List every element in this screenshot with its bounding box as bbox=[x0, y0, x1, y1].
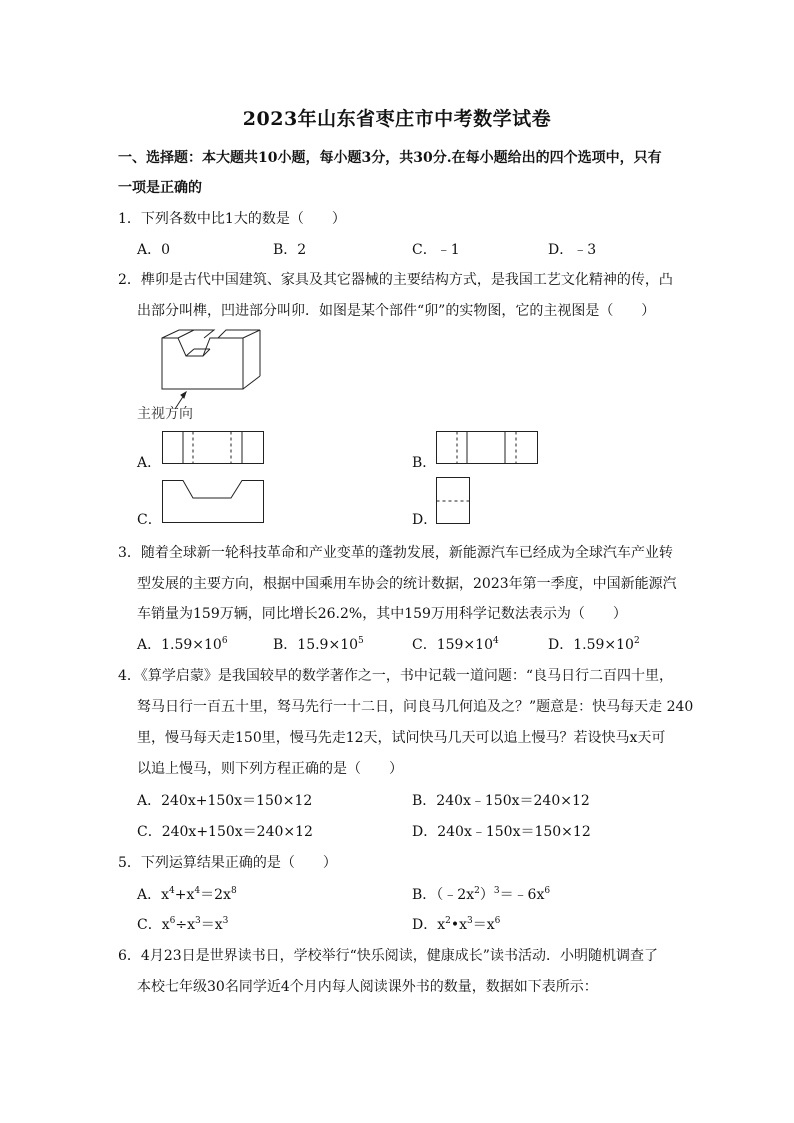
q5-c-e2: 3 bbox=[194, 916, 201, 926]
q5-c-e3: 3 bbox=[222, 916, 229, 926]
q5-a-e1: 4 bbox=[169, 886, 175, 896]
q3-a-base: A．1.59×10 bbox=[137, 637, 222, 653]
q3-a-exp: 6 bbox=[221, 636, 228, 646]
q3-stem: 3．随着全球新一轮科技革命和产业变革的蓬勃发展，新能源汽车已经成为全球汽车产业转 bbox=[118, 545, 673, 561]
q4-option-c[interactable]: C．240x+150x＝240×12 bbox=[137, 824, 313, 840]
q3-c-base: C．159×10 bbox=[412, 637, 493, 653]
q1-option-b[interactable]: B．2 bbox=[273, 242, 307, 258]
q5-option-a[interactable] bbox=[137, 884, 237, 904]
q2-option-b-label[interactable]: B． bbox=[412, 455, 437, 471]
q3-option-b[interactable] bbox=[273, 634, 364, 654]
q4-option-b[interactable]: B．240x﹣150x＝240×12 bbox=[412, 793, 590, 809]
page-title: 2023年山东省枣庄市中考数学试卷 bbox=[242, 108, 552, 130]
q5-option-d[interactable] bbox=[412, 914, 500, 934]
q5-d-e2: 3 bbox=[467, 916, 473, 926]
q2-option-d-figure[interactable] bbox=[436, 477, 472, 527]
q5-c-t3: ＝x bbox=[200, 917, 223, 933]
q5-a-t2: +x bbox=[174, 887, 195, 903]
q5-b-e1: 2 bbox=[474, 886, 480, 896]
q6-stem: 6．4月23日是世界读书日，学校举行“快乐阅读，健康成长”读书活动．小明随机调查了 bbox=[118, 948, 658, 964]
q4-stem: 4．《算学启蒙》是我国较早的数学著作之一，书中记载一道问题：“良马日行二百四十里， bbox=[118, 668, 674, 684]
q5-b-t2: ） bbox=[479, 887, 494, 903]
q2-option-b-figure[interactable] bbox=[436, 431, 540, 467]
q2-option-a-figure[interactable] bbox=[162, 431, 266, 467]
q3-stem-cont2: 车销量为159万辆，同比增长26.2%，其中159万用科学记数法表示为（ ） bbox=[137, 606, 627, 622]
q5-a-e3: 8 bbox=[230, 886, 237, 896]
q3-d-base: D．1.59×10 bbox=[548, 637, 634, 653]
q5-stem: 5．下列运算结果正确的是（ ） bbox=[118, 855, 337, 871]
q3-stem-cont1: 型发展的主要方向，根据中国乘用车协会的统计数据，2023年第一季度，中国新能源汽 bbox=[137, 576, 677, 592]
q6-stem-cont: 本校七年级30名同学近4个月内每人阅读课外书的数量，数据如下表所示： bbox=[137, 979, 598, 995]
q5-b-e3: 6 bbox=[544, 886, 551, 896]
q1-option-a[interactable]: A．0 bbox=[137, 242, 171, 258]
q4-stem-cont3: 以追上慢马，则下列方程正确的是（ ） bbox=[137, 761, 403, 777]
q3-d-exp: 2 bbox=[633, 636, 640, 646]
q5-a-t3: ＝2x bbox=[200, 887, 231, 903]
q5-a-e2: 4 bbox=[194, 886, 201, 896]
q2-stem-cont: 出部分叫榫，凹进部分叫卯．如图是某个部件“卯”的实物图，它的主视图是（ ） bbox=[137, 303, 656, 319]
q5-option-b[interactable] bbox=[412, 884, 550, 904]
q5-option-c[interactable] bbox=[137, 914, 228, 934]
section-heading: 一、选择题：本大题共10小题，每小题3分，共30分.在每小题给出的四个选项中，只有 bbox=[118, 150, 662, 166]
figure-notch-back-left bbox=[186, 349, 194, 356]
q1-option-c[interactable]: C．﹣1 bbox=[412, 242, 460, 258]
q3-b-exp: 5 bbox=[358, 636, 364, 646]
q5-c-e1: 6 bbox=[169, 916, 176, 926]
q5-b-t1: B．（﹣2x bbox=[412, 887, 475, 903]
q5-b-e2: 3 bbox=[493, 886, 500, 896]
q3-b-base: B．15.9×10 bbox=[273, 637, 359, 653]
q5-a-t1: A．x bbox=[137, 887, 170, 903]
figure-front-face bbox=[162, 338, 243, 389]
q5-d-t3: ＝x bbox=[472, 917, 495, 933]
q3-option-c[interactable] bbox=[412, 634, 499, 654]
q2-option-c-figure[interactable] bbox=[162, 480, 266, 526]
q3-c-exp: 4 bbox=[492, 636, 499, 646]
q4-stem-cont2: 里，慢马每天走150里，慢马先走12天，试问快马几天可以追上慢马？若设快马x天可 bbox=[137, 730, 666, 746]
q4-option-d[interactable]: D．240x﹣150x＝150×12 bbox=[412, 824, 591, 840]
figure-notch-top-edge bbox=[178, 330, 194, 338]
q4-option-a[interactable]: A．240x+150x＝150×12 bbox=[137, 793, 313, 809]
figure-edge-top-left bbox=[162, 330, 214, 338]
q5-d-e3: 6 bbox=[494, 916, 501, 926]
q5-d-e1: 2 bbox=[445, 916, 451, 926]
q2-stem: 2．榫卯是古代中国建筑、家具及其它器械的主要结构方式，是我国工艺文化精神的传，凸 bbox=[118, 272, 673, 288]
q5-c-t1: C．x bbox=[137, 917, 170, 933]
q1-stem: 1．下列各数中比1大的数是（ ） bbox=[118, 211, 346, 227]
q3-option-a[interactable] bbox=[137, 634, 228, 654]
q5-d-t1: D．x bbox=[412, 917, 446, 933]
q2-option-c-label[interactable]: C． bbox=[137, 512, 162, 528]
q2-option-a-label[interactable]: A． bbox=[137, 455, 162, 471]
figure-edge-top-right bbox=[218, 330, 260, 338]
q3-option-d[interactable] bbox=[548, 634, 640, 654]
q1-option-d[interactable]: D．﹣3 bbox=[548, 242, 597, 258]
q2-option-d-label[interactable]: D． bbox=[412, 512, 438, 528]
figure-edge-right-bottom bbox=[243, 376, 260, 389]
q5-b-t3: ＝﹣6x bbox=[499, 887, 545, 903]
q5-d-t2: •x bbox=[450, 917, 468, 933]
section-heading-cont: 一项是正确的 bbox=[118, 180, 202, 196]
q4-stem-cont1: 驽马日行一百五十里，驽马先行一十二日，问良马几何追及之？”题意是：快马每天走 240 bbox=[137, 699, 694, 715]
arrow-head bbox=[181, 392, 186, 398]
figure-caption: 主视方向 bbox=[137, 406, 193, 422]
q5-c-t2: ÷x bbox=[175, 917, 195, 933]
